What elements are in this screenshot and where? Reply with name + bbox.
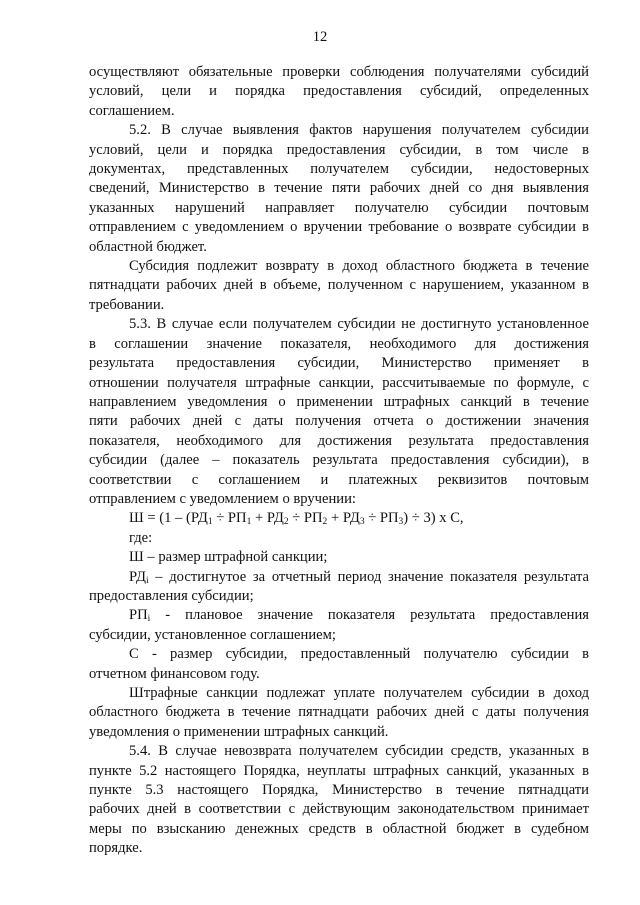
text-line — [89, 606, 589, 625]
paragraph-refund — [89, 257, 589, 315]
definition-text: - плановое значение показателя результата предоставления — [150, 607, 589, 624]
formula-part: ) ÷ 3) x С, — [403, 510, 464, 527]
text-line: соответствии с соглашением и платежных реквизитов почтовым — [89, 471, 589, 488]
formula-part: + РД — [251, 510, 284, 527]
text-line: отправлением с уведомлением о вручении требование о возврате субсидии в — [89, 219, 589, 236]
text-line: отчетном финансовом году. — [89, 665, 260, 682]
definition-text: – достигнутое за отчетный период значение показателя результата — [148, 568, 589, 585]
page-number: 12 — [312, 29, 328, 45]
definition-c — [89, 645, 589, 684]
formula-subscript: i — [147, 614, 151, 625]
text-line: показателя, необходимого для достижения результата предоставления — [89, 432, 589, 449]
text-line: пункте 5.3 настоящего Порядка, Министерство в течение пятнадцати — [89, 782, 589, 799]
text-line: порядке. — [89, 840, 143, 857]
text-line: отношении получателя штрафные санкции, рассчитываемые по формуле, с — [89, 374, 589, 391]
paragraph-penalty-payment — [89, 684, 589, 742]
text-line: 5.4. В случае невозврата получателем субсидии средств, указанных в — [129, 743, 589, 760]
definition-term: РД — [129, 568, 146, 585]
definition-term: РП — [129, 607, 148, 624]
formula-part: ÷ РП — [364, 510, 399, 527]
text-line: указанных нарушений направляет получателю субсидии почтовым — [89, 199, 589, 216]
text-line: требовании. — [89, 296, 165, 313]
text-line: результата предоставления субсидии, Министерство применяет в — [89, 355, 589, 372]
formula-subscript: 3 — [398, 517, 404, 528]
paragraph-5-4 — [89, 742, 589, 858]
text-line: документах, представленных получателем субсидии, недостоверных — [89, 161, 589, 178]
text-line: уведомления о применении штрафных санкций. — [89, 723, 389, 740]
text-line: 5.3. В случае если получателем субсидии не достигнуто установленное — [129, 316, 589, 333]
text-line: субсидии, установленное соглашением; — [89, 626, 336, 643]
paragraph-5-2 — [89, 121, 589, 257]
text-line: пункте 5.2 настоящего Порядка, неуплаты штрафных санкций, указанных в — [89, 762, 589, 779]
text-line: соглашением. — [89, 102, 175, 119]
where-label: где: — [129, 529, 153, 546]
text-line: областной бюджет. — [89, 238, 207, 255]
formula-subscript: 1 — [207, 517, 213, 528]
text-line: пятнадцати рабочих дней в объеме, полученном с нарушением, указанном в — [89, 277, 589, 294]
formula-subscript: 3 — [359, 517, 365, 528]
text-line: отправлением с уведомлением о вручении: — [89, 490, 356, 507]
formula-subscript: 2 — [322, 517, 328, 528]
formula-subscript: i — [145, 575, 149, 586]
text-line: С - размер субсидии, предоставленный получателю субсидии в — [129, 646, 589, 663]
penalty-formula — [89, 509, 589, 528]
paragraph-5-3 — [89, 315, 589, 509]
text-line: рабочих дней в соответствии с действующим законодательством принимает — [89, 801, 589, 818]
definition-rp — [89, 606, 589, 645]
text-line: осуществляют обязательные проверки соблюдения получателями субсидий — [89, 64, 589, 80]
text-line: меры по взысканию денежных средств в областной бюджет в судебном — [89, 820, 589, 837]
text-line: областного бюджета в течение пятнадцати рабочих дней с даты получения — [89, 704, 589, 721]
formula-part: Ш = (1 – (РД — [129, 510, 208, 527]
text-line: субсидии (далее – показатель результата предоставления субсидии), в — [89, 452, 589, 469]
text-line: условий, цели и порядка предоставления субсидии, в том числе в — [89, 141, 589, 158]
text-line: предоставления субсидии; — [89, 587, 254, 604]
text-line: условий, цели и порядка предоставления субсидий, определенных — [89, 83, 589, 100]
definition-rd — [89, 568, 589, 607]
paragraph-continuation — [89, 63, 589, 121]
text-line: Штрафные санкции подлежат уплате получателем субсидии в доход — [129, 685, 589, 701]
text-line — [89, 568, 589, 587]
formula-subscript: 1 — [246, 517, 252, 528]
text-line: в соглашении значение показателя, необходимого для достижения — [89, 335, 589, 352]
text-line: сведений, Министерство в течение пяти рабочих дней со дня выявления — [89, 180, 589, 197]
formula-subscript: 2 — [283, 517, 289, 528]
definition-sh: Ш – размер штрафной санкции; — [129, 549, 328, 566]
document-body — [89, 63, 589, 859]
formula-part: ÷ РП — [212, 510, 247, 527]
text-line: направлением уведомления о применении штрафных санкций в течение — [89, 393, 589, 410]
text-line: пяти рабочих дней с даты получения отчета о достижении значения — [89, 413, 589, 430]
formula-part: ÷ РП — [288, 510, 323, 527]
text-line: Субсидия подлежит возврату в доход областного бюджета в течение — [129, 258, 589, 275]
text-line: 5.2. В случае выявления фактов нарушения получателем субсидии — [129, 122, 589, 139]
formula-part: + РД — [327, 510, 360, 527]
